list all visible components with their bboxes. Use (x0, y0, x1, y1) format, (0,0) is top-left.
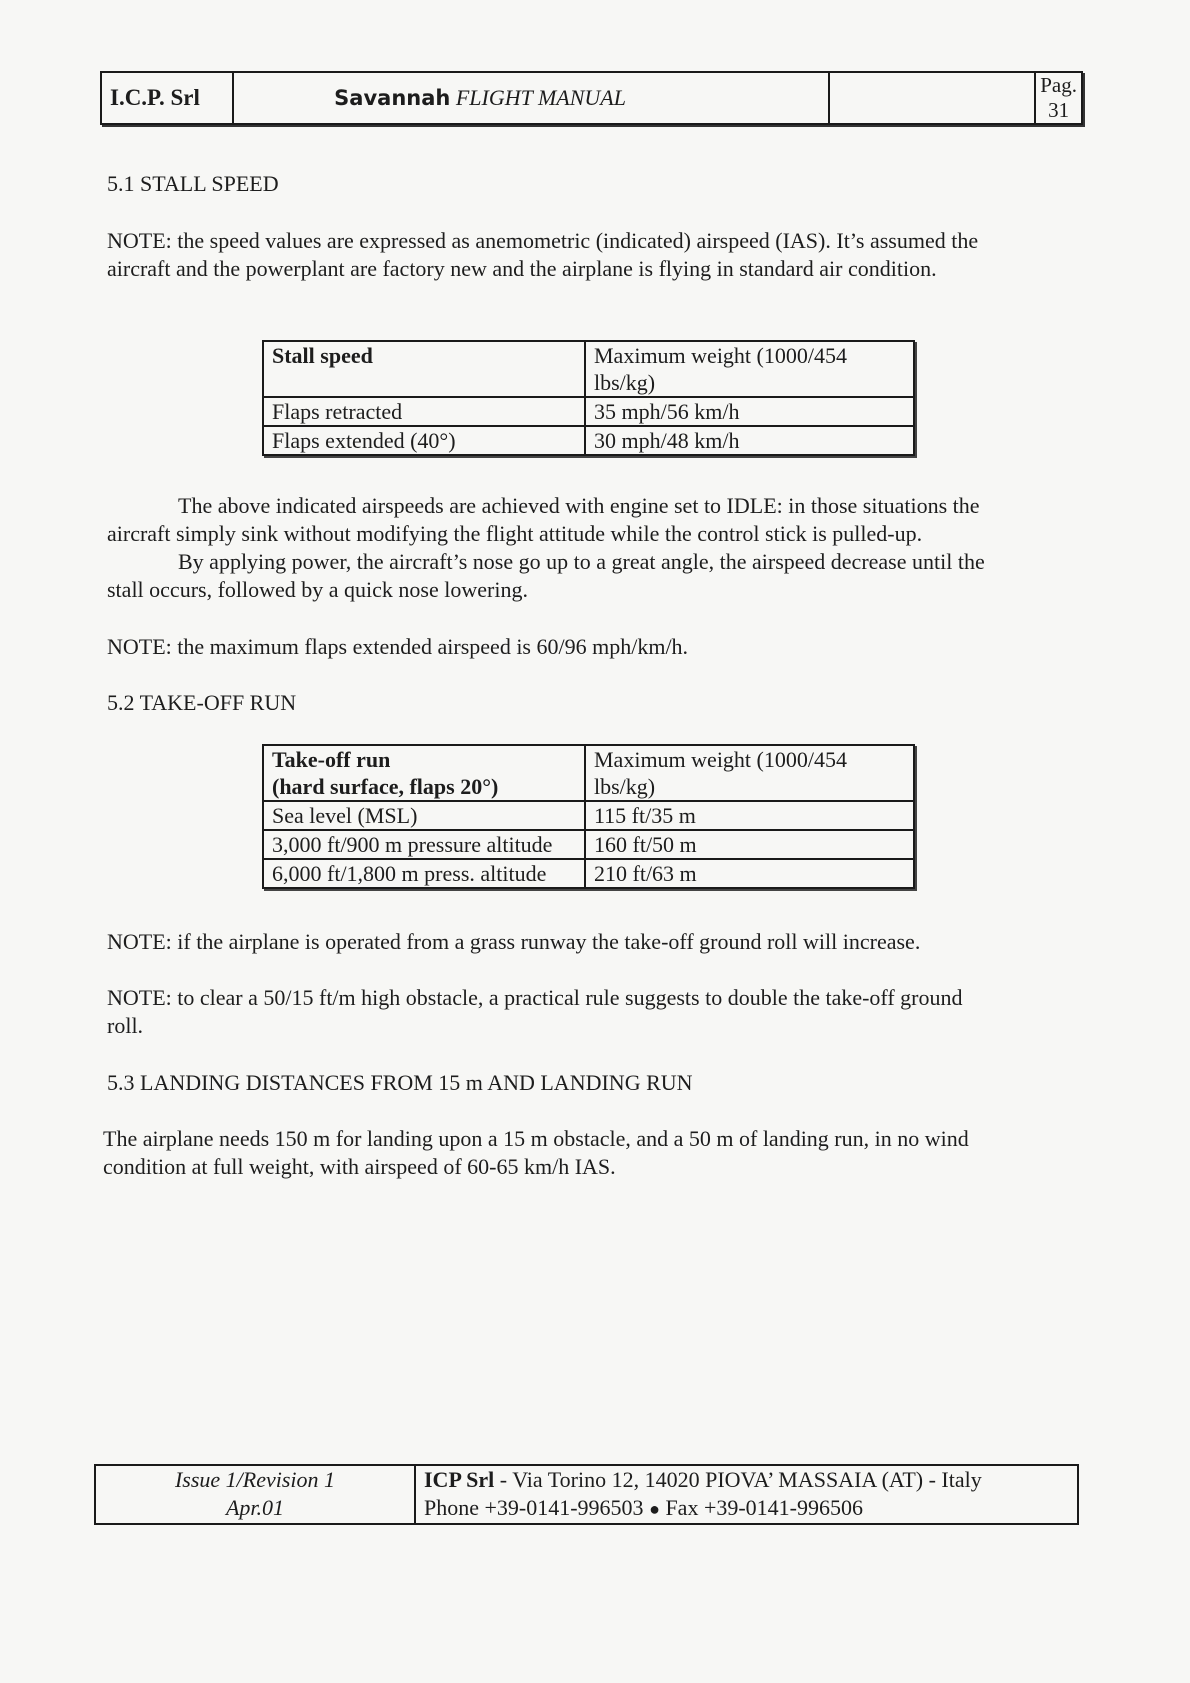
table-cell-label: 6,000 ft/1,800 m press. altitude (263, 859, 585, 888)
section-heading-stall-speed: 5.1 STALL SPEED (107, 171, 279, 196)
takeoff-table-head-right-line-2: lbs/kg) (594, 774, 656, 799)
section-heading-landing: 5.3 LANDING DISTANCES FROM 15 m AND LANDING RUN (107, 1070, 693, 1095)
table-cell-label: Sea level (MSL) (263, 801, 585, 830)
footer-fax: Fax +39-0141-996506 (665, 1495, 863, 1520)
page-footer (94, 1464, 1079, 1525)
footer-revision (95, 1465, 415, 1524)
stall-paragraph-2-line-2: stall occurs, followed by a quick nose lowering. (107, 577, 528, 602)
stall-paragraph-1-line-1: The above indicated airspeeds are achieved with engine set to IDLE: in those situations the (178, 493, 980, 518)
stall-table-head-right-line-2: lbs/kg) (594, 370, 656, 395)
header-page-number: Pag. 31 (1035, 72, 1082, 124)
takeoff-table-head-left-line-2: (hard surface, flaps 20°) (272, 774, 499, 799)
header-blank-cell (829, 72, 1035, 124)
table-row (263, 397, 914, 426)
table-row (263, 859, 914, 888)
table-row (263, 801, 914, 830)
take-off-run-table (262, 744, 915, 889)
header-title (233, 72, 829, 124)
landing-paragraph-line-2: condition at full weight, with airspeed of 60-65 km/h IAS. (103, 1154, 616, 1179)
stall-table-head-right (585, 341, 914, 397)
table-header-row (263, 341, 914, 397)
table-cell-label: Flaps extended (40°) (263, 426, 585, 455)
header-title-rest: FLIGHT MANUAL (455, 85, 626, 110)
stall-table-head-right-line-1: Maximum weight (1000/454 (594, 343, 847, 368)
stall-table-head-left: Stall speed (263, 341, 585, 397)
stall-note-line-2: aircraft and the powerplant are factory new and the airplane is flying in standard air condition. (107, 256, 937, 281)
header-company: I.C.P. Srl (101, 72, 233, 124)
table-row (263, 426, 914, 455)
bullet-icon: ● (649, 1499, 660, 1519)
stall-paragraph-1-line-2: aircraft simply sink without modifying the flight attitude while the control stick is pulled-up. (107, 521, 923, 546)
obstacle-note-line-1: NOTE: to clear a 50/15 ft/m high obstacle, a practical rule suggests to double the take-off ground (107, 985, 963, 1010)
table-cell-value: 35 mph/56 km/h (585, 397, 914, 426)
table-cell-label: Flaps retracted (263, 397, 585, 426)
flaps-airspeed-note: NOTE: the maximum flaps extended airspeed is 60/96 mph/km/h. (107, 634, 689, 659)
stall-speed-table (262, 340, 915, 456)
footer-date: Apr.01 (225, 1495, 285, 1520)
table-cell-label: 3,000 ft/900 m pressure altitude (263, 830, 585, 859)
table-header-row (263, 745, 914, 801)
footer-address-line (424, 1466, 1069, 1494)
takeoff-table-head-right (585, 745, 914, 801)
footer-address: - Via Torino 12, 14020 PIOVA’ MASSAIA (AT) - Italy (494, 1467, 982, 1492)
table-cell-value: 115 ft/35 m (585, 801, 914, 830)
footer-phone: Phone +39-0141-996503 (424, 1495, 644, 1520)
table-cell-value: 160 ft/50 m (585, 830, 914, 859)
footer-contact-line (424, 1494, 1069, 1523)
footer-company-info (415, 1465, 1078, 1524)
footer-company-name: ICP Srl (424, 1467, 495, 1492)
landing-paragraph-line-1: The airplane needs 150 m for landing upon a 15 m obstacle, and a 50 m of landing run, in no wind (103, 1126, 969, 1151)
takeoff-table-head-left (263, 745, 585, 801)
footer-issue: Issue 1/Revision 1 (174, 1467, 336, 1492)
grass-runway-note: NOTE: if the airplane is operated from a grass runway the take-off ground roll will increase. (107, 929, 921, 954)
table-row (263, 830, 914, 859)
stall-paragraph-2-line-1: By applying power, the aircraft’s nose go up to a great angle, the airspeed decrease until the (178, 549, 985, 574)
page-header (100, 71, 1083, 125)
takeoff-table-head-right-line-1: Maximum weight (1000/454 (594, 747, 847, 772)
obstacle-note-line-2: roll. (107, 1013, 144, 1038)
takeoff-table-head-left-line-1: Take-off run (272, 747, 391, 772)
stall-note-line-1: NOTE: the speed values are expressed as anemometric (indicated) airspeed (IAS). It’s assumed the (107, 228, 979, 253)
table-cell-value: 30 mph/48 km/h (585, 426, 914, 455)
header-title-brand: Savannah (334, 86, 451, 110)
section-heading-take-off-run: 5.2 TAKE-OFF RUN (107, 690, 297, 715)
table-cell-value: 210 ft/63 m (585, 859, 914, 888)
